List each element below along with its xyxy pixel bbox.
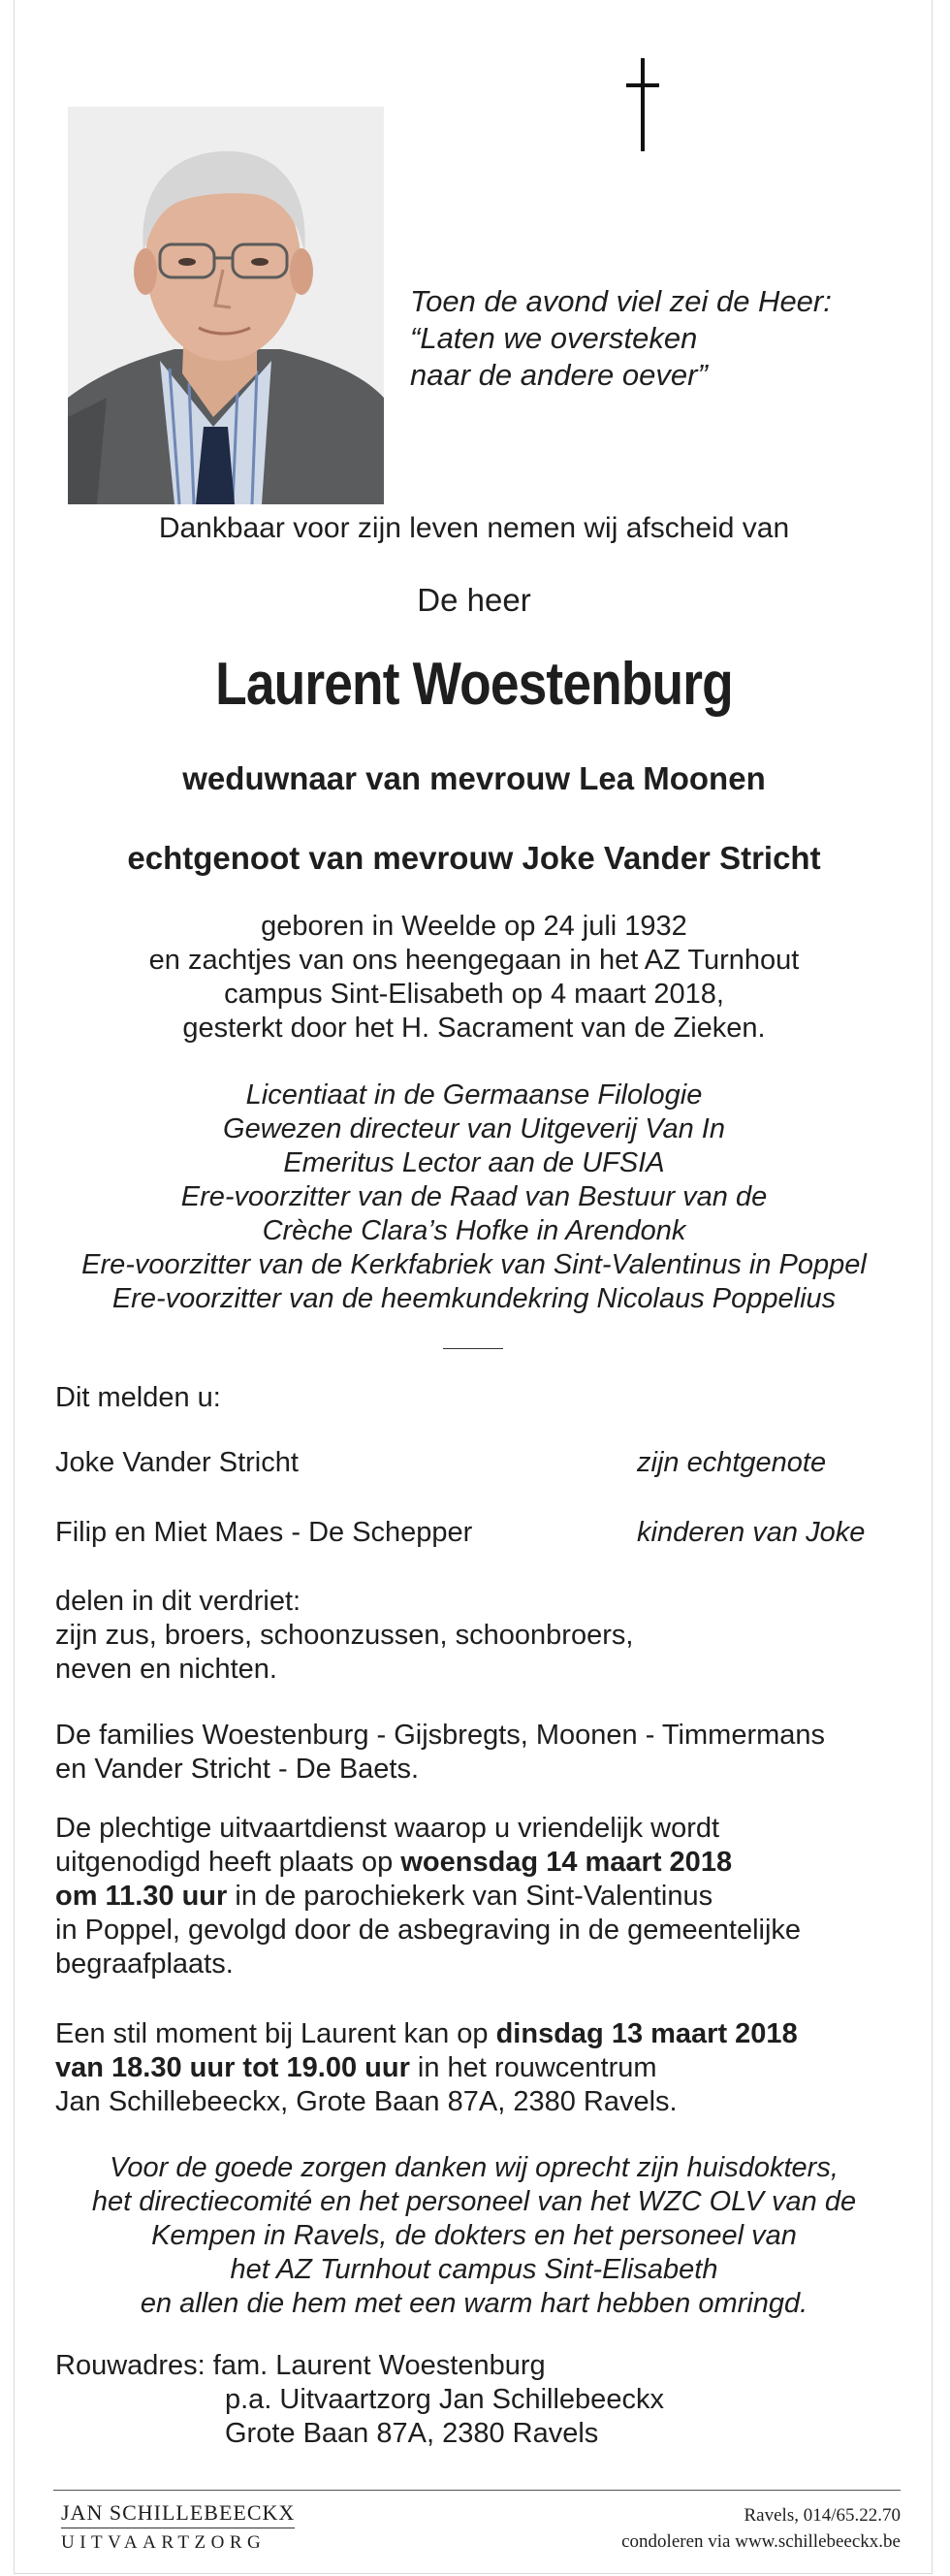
- text-line: [55, 1880, 899, 1914]
- service-date: woensdag 14 maart 2018: [400, 1847, 733, 1878]
- visit-date: dinsdag 13 maart 2018: [495, 2018, 798, 2049]
- title-line: Ere-voorzitter van de Raad van Bestuur van de: [180, 1181, 768, 1212]
- text-line: en allen die hem met een warm hart hebben omringd.: [140, 2288, 808, 2319]
- text-line: Rouwadres: fam. Laurent Woestenburg: [55, 2350, 546, 2381]
- text-line: Kempen in Ravels, de dokters en het personeel van: [151, 2220, 797, 2251]
- thanks-text: [15, 2151, 934, 2321]
- mourning-address: [55, 2349, 899, 2451]
- service-time: om 11.30 uur: [55, 1881, 228, 1912]
- honorific: De heer: [417, 582, 531, 618]
- birth-death-info: [15, 910, 934, 1046]
- text-line: Jan Schillebeeckx, Grote Baan 87A, 2380 Ravels.: [55, 2086, 678, 2117]
- relative-name: Filip en Miet Maes - De Schepper: [55, 1517, 473, 1548]
- text-line: [55, 2051, 899, 2085]
- text-line: Voor de goede zorgen danken wij oprecht zijn huisdokters,: [110, 2152, 839, 2183]
- text-line: het AZ Turnhout campus Sint-Elisabeth: [230, 2254, 718, 2285]
- info-line: en zachtjes van ons heengegaan in het AZ Turnhout: [148, 945, 800, 976]
- text-part: in het rouwcentrum: [409, 2052, 657, 2083]
- relative-name: Joke Vander Stricht: [55, 1447, 299, 1478]
- footer-divider: [53, 2490, 901, 2491]
- contact-website: condoleren via www.schillebeeckx.be: [621, 2531, 901, 2552]
- info-line: gesterkt door het H. Sacrament van de Zieken.: [182, 1013, 766, 1044]
- text-line: De families Woestenburg - Gijsbregts, Moonen - Timmermans: [55, 1720, 826, 1751]
- relative-row: [55, 1447, 899, 1481]
- title-line: Gewezen directeur van Uitgeverij Van In: [223, 1113, 725, 1144]
- contact-phone: Ravels, 014/65.22.70: [744, 2505, 901, 2526]
- verse-line: Toen de avond viel zei de Heer:: [410, 284, 832, 318]
- text-line: De plechtige uitvaartdienst waarop u vriendelijk wordt: [55, 1813, 720, 1844]
- text-line: en Vander Stricht - De Baets.: [55, 1754, 420, 1785]
- text-line: neven en nichten.: [55, 1654, 277, 1685]
- text-line: begraafplaats.: [55, 1948, 234, 1980]
- divider: [443, 1348, 503, 1349]
- title-line: Ere-voorzitter van de Kerkfabriek van Sint-Valentinus in Poppel: [81, 1249, 867, 1280]
- titles-list: [15, 1079, 934, 1316]
- logo-line: UITVAARTZORG: [61, 2532, 267, 2553]
- visitation-info: [55, 2017, 899, 2119]
- relative-relation: zijn echtgenote: [637, 1447, 827, 1478]
- families-text: [55, 1719, 899, 1787]
- title-line: Crèche Clara’s Hofke in Arendonk: [262, 1215, 686, 1246]
- text-line: [55, 1846, 899, 1880]
- bible-verse: [410, 283, 875, 394]
- funeral-home-contact: [621, 2502, 901, 2555]
- info-line: geboren in Weelde op 24 juli 1932: [261, 911, 687, 942]
- logo-line: JAN SCHILLEBEECKX: [61, 2500, 295, 2528]
- text-part: uitgenodigd heeft plaats op: [55, 1847, 401, 1878]
- sharing-text: [55, 1585, 899, 1687]
- relative-row: [55, 1517, 899, 1551]
- text-part: in de parochiekerk van Sint-Valentinus: [227, 1881, 713, 1912]
- portrait-photo: [68, 107, 384, 504]
- deceased-name: Laurent Woestenburg: [215, 651, 733, 718]
- info-line: campus Sint-Elisabeth op 4 maart 2018,: [224, 979, 724, 1010]
- verse-line: “Laten we oversteken: [410, 321, 698, 355]
- text-line: zijn zus, broers, schoonzussen, schoonbroers,: [55, 1620, 634, 1651]
- title-line: Ere-voorzitter van de heemkundekring Nicolaus Poppelius: [111, 1283, 837, 1314]
- text-line: [55, 2017, 899, 2051]
- title-line: Licentiaat in de Germaanse Filologie: [245, 1079, 703, 1111]
- text-part: Een stil moment bij Laurent kan op: [55, 2018, 496, 2049]
- relative-relation: kinderen van Joke: [637, 1517, 866, 1548]
- funeral-home-logo: [61, 2500, 313, 2554]
- text-line: p.a. Uitvaartzorg Jan Schillebeeckx: [225, 2384, 664, 2415]
- cross-icon: [623, 58, 662, 155]
- title-line: Emeritus Lector aan de UFSIA: [283, 1147, 665, 1178]
- spouse-of: echtgenoot van mevrouw Joke Vander Stricht: [127, 840, 821, 876]
- text-line: in Poppel, gevolgd door de asbegraving in de gemeentelijke: [55, 1915, 802, 1946]
- visit-time: van 18.30 uur tot 19.00 uur: [55, 2052, 410, 2083]
- portrait-illustration: [68, 107, 384, 504]
- text-line: het directiecomité en het personeel van het WZC OLV van de: [91, 2186, 857, 2217]
- obituary-card: [14, 0, 933, 2574]
- announcement: Dit melden u:: [55, 1382, 221, 1413]
- widower-of: weduwnaar van mevrouw Lea Moonen: [182, 760, 766, 796]
- intro-text: Dankbaar voor zijn leven nemen wij afscheid van: [158, 512, 790, 544]
- text-line: Grote Baan 87A, 2380 Ravels: [225, 2418, 599, 2449]
- text-line: delen in dit verdriet:: [55, 1586, 301, 1617]
- verse-line: naar de andere oever”: [410, 358, 708, 392]
- funeral-service-info: [55, 1812, 899, 1981]
